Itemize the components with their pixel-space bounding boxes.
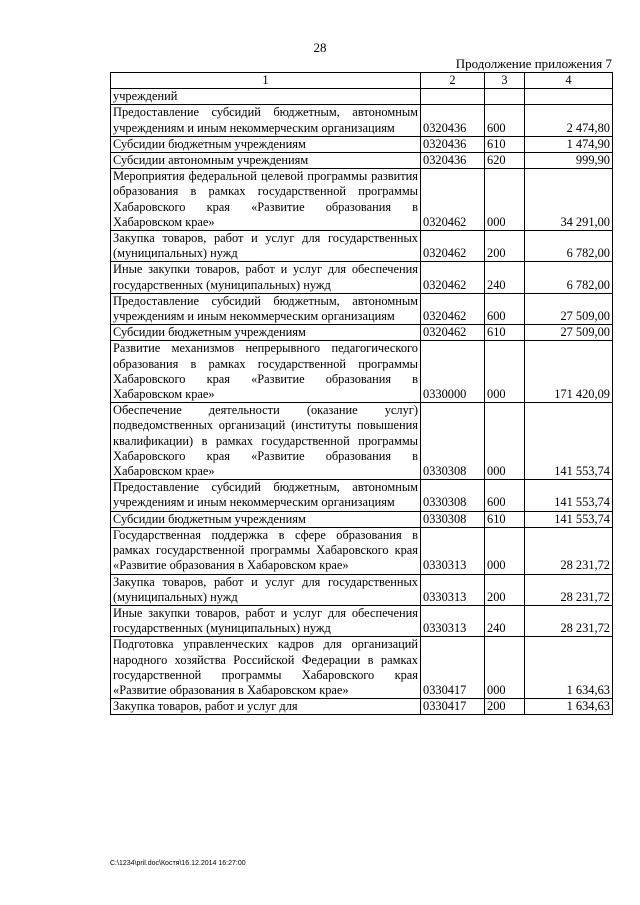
table-row [111,89,613,105]
table-row [111,605,613,636]
table-row [111,136,613,152]
row-expense-type: 620 [485,153,525,169]
row-target-code: 0320462 [421,231,485,262]
row-expense-type: 600 [485,105,525,136]
row-target-code: 0330313 [421,605,485,636]
table-row [111,574,613,605]
table-row [111,403,613,480]
row-expense-type: 610 [485,511,525,527]
row-target-code: 0330308 [421,403,485,480]
row-target-code: 0330308 [421,511,485,527]
row-target-code: 0320436 [421,136,485,152]
row-name: Развитие механизмов непрерывного педагогического образования в рамках государственной программы Хабаровского края «Развитие образования в Хабаровском крае» [111,341,421,403]
row-target-code: 0320462 [421,293,485,324]
row-name: Предоставление субсидий бюджетным, автономным учреждениям и иным некоммерческим организациям [111,480,421,511]
row-amount: 28 231,72 [525,574,613,605]
table-row [111,511,613,527]
row-expense-type: 000 [485,527,525,574]
row-expense-type: 600 [485,293,525,324]
row-amount: 141 553,74 [525,480,613,511]
table-row [111,105,613,136]
row-name: Предоставление субсидий бюджетным, автономным учреждениям и иным некоммерческим организациям [111,105,421,136]
row-expense-type: 000 [485,169,525,231]
table-row [111,293,613,324]
row-amount: 171 420,09 [525,341,613,403]
row-name: Закупка товаров, работ и услуг для государственных (муниципальных) нужд [111,231,421,262]
row-amount: 1 634,63 [525,699,613,715]
row-name: Иные закупки товаров, работ и услуг для обеспечения государственных (муниципальных) нужд [111,605,421,636]
file-path-footer: C:\1234\pril.doc\Костя\16.12.2014 16:27:00 [110,860,246,867]
row-amount: 999,90 [525,153,613,169]
row-name: Субсидии бюджетным учреждениям [111,136,421,152]
row-amount: 28 231,72 [525,605,613,636]
header-col-3: 3 [485,73,525,89]
table-header-row [111,73,613,89]
row-expense-type [485,89,525,105]
table-row [111,480,613,511]
row-target-code: 0330313 [421,574,485,605]
row-target-code: 0330417 [421,637,485,699]
row-target-code: 0330313 [421,527,485,574]
table-body [111,89,613,715]
row-name: учреждений [111,89,421,105]
row-name: Субсидии бюджетным учреждениям [111,325,421,341]
row-name: Иные закупки товаров, работ и услуг для обеспечения государственных (муниципальных) нужд [111,262,421,293]
table-row [111,262,613,293]
row-expense-type: 200 [485,231,525,262]
row-amount: 1 634,63 [525,637,613,699]
row-amount: 34 291,00 [525,169,613,231]
row-expense-type: 610 [485,136,525,152]
row-amount: 1 474,90 [525,136,613,152]
row-target-code: 0320462 [421,262,485,293]
row-name: Государственная поддержка в сфере образования в рамках государственной программы Хабаровского края «Развитие образования в Хабаровском крае» [111,527,421,574]
table-row [111,325,613,341]
row-amount: 141 553,74 [525,511,613,527]
row-target-code: 0320462 [421,169,485,231]
row-expense-type: 000 [485,637,525,699]
row-target-code [421,89,485,105]
table-row [111,699,613,715]
header-col-1: 1 [111,73,421,89]
row-name: Закупка товаров, работ и услуг для [111,699,421,715]
row-name: Субсидии бюджетным учреждениям [111,511,421,527]
row-amount: 27 509,00 [525,293,613,324]
header-col-2: 2 [421,73,485,89]
row-name: Субсидии автономным учреждениям [111,153,421,169]
table-row [111,231,613,262]
page-number: 28 [313,40,327,55]
header-col-4: 4 [525,73,613,89]
row-target-code: 0320436 [421,153,485,169]
row-amount: 28 231,72 [525,527,613,574]
row-name: Мероприятия федеральной целевой программы развития образования в рамках государственной программы Хабаровского края «Развитие образования в Хабаровском крае» [111,169,421,231]
row-amount [525,89,613,105]
row-target-code: 0330000 [421,341,485,403]
row-name: Закупка товаров, работ и услуг для государственных (муниципальных) нужд [111,574,421,605]
row-name: Предоставление субсидий бюджетным, автономным учреждениям и иным некоммерческим организациям [111,293,421,324]
row-expense-type: 600 [485,480,525,511]
row-name: Подготовка управленческих кадров для организаций народного хозяйства Российской Федерации в рамках государственной программы Хабаровского края «Развитие образования в Хабаровском крае» [111,637,421,699]
row-expense-type: 000 [485,403,525,480]
table-row [111,341,613,403]
row-name: Обеспечение деятельности (оказание услуг) подведомственных организаций (институты повышения квалификации) в рамках государственной программы Хабаровского края «Развитие образования в Хабаровском крае» [111,403,421,480]
row-expense-type: 200 [485,699,525,715]
row-expense-type: 240 [485,262,525,293]
row-amount: 6 782,00 [525,262,613,293]
row-amount: 27 509,00 [525,325,613,341]
table-row [111,169,613,231]
row-expense-type: 200 [485,574,525,605]
table-row [111,637,613,699]
row-amount: 141 553,74 [525,403,613,480]
row-expense-type: 240 [485,605,525,636]
row-target-code: 0330417 [421,699,485,715]
row-expense-type: 610 [485,325,525,341]
budget-table [110,72,613,715]
continuation-label: Продолжение приложения 7 [455,56,612,71]
row-amount: 6 782,00 [525,231,613,262]
table-row [111,527,613,574]
row-target-code: 0320436 [421,105,485,136]
row-target-code: 0320462 [421,325,485,341]
row-amount: 2 474,80 [525,105,613,136]
table-row [111,153,613,169]
row-target-code: 0330308 [421,480,485,511]
row-expense-type: 000 [485,341,525,403]
